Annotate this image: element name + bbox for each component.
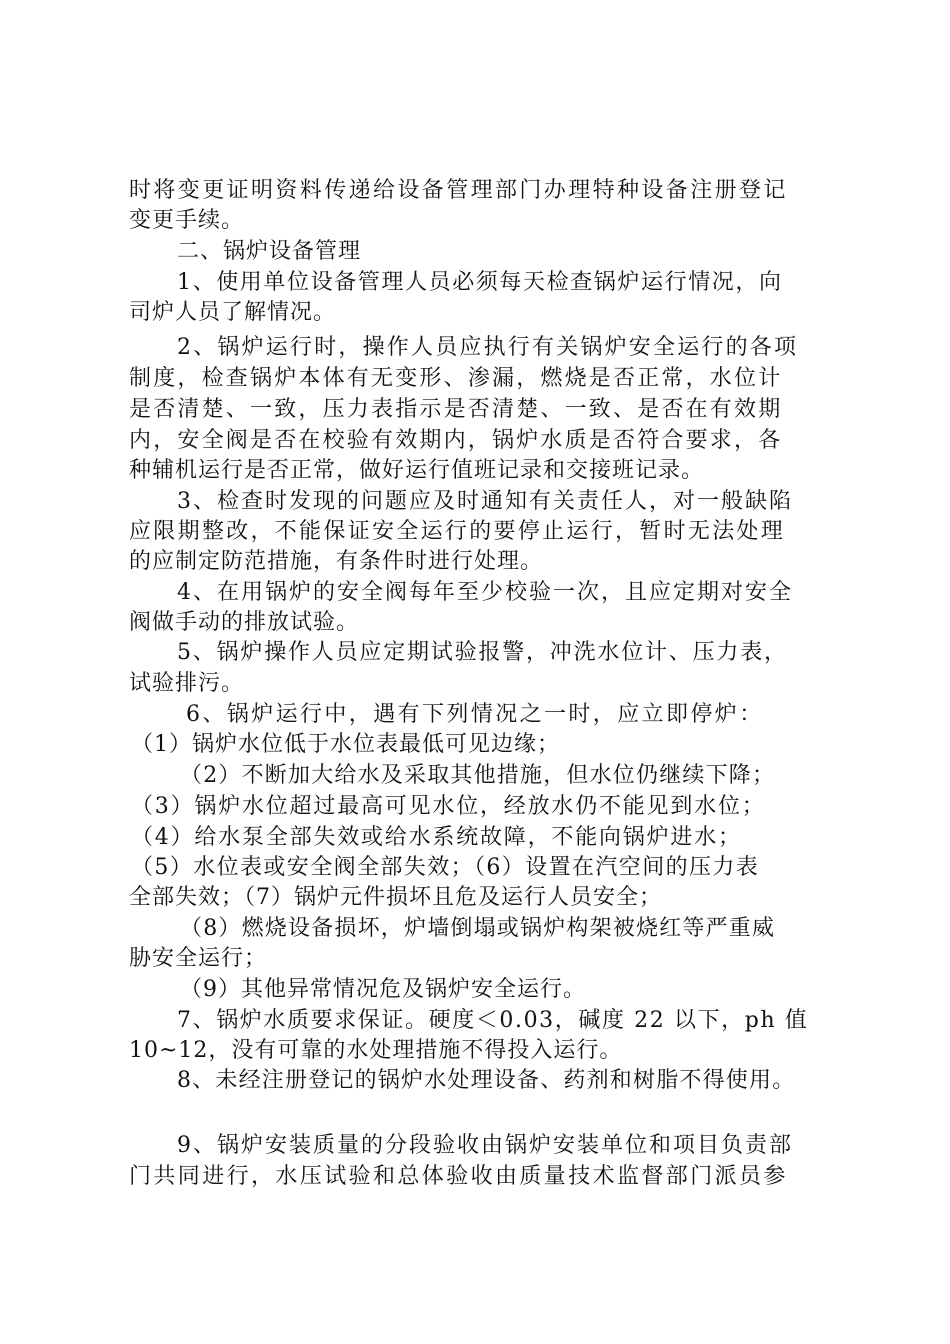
list-item: （5）水位表或安全阀全部失效；（6）设置在汽空间的压力表 (131, 855, 760, 880)
paragraph-line: 4、在用锅炉的安全阀每年至少校验一次，且应定期对安全 (177, 580, 793, 605)
paragraph-line: 的应制定防范措施，有条件时进行处理。 (129, 549, 544, 574)
paragraph-line: 应限期整改，不能保证安全运行的要停止运行，暂时无法处理 (129, 519, 786, 544)
list-item: 胁安全运行； (129, 946, 268, 971)
paragraph-line: 司炉人员了解情况。 (129, 300, 337, 325)
paragraph-line: 1、使用单位设备管理人员必须每天检查锅炉运行情况，向 (177, 270, 783, 295)
paragraph-line: 试验排污。 (129, 671, 245, 696)
list-item: （9）其他异常情况危及锅炉安全运行。 (180, 977, 586, 1002)
paragraph-line: 3、检查时发现的问题应及时通知有关责任人，对一般缺陷 (177, 489, 793, 514)
paragraph-line: 时将变更证明资料传递给设备管理部门办理特种设备注册登记 (129, 178, 788, 203)
paragraph-line: 制度，检查锅炉本体有无变形、渗漏，燃烧是否正常，水位计 (129, 366, 783, 391)
paragraph-line: 8、未经注册登记的锅炉水处理设备、药剂和树脂不得使用。 (177, 1068, 796, 1093)
list-item: （1）锅炉水位低于水位表最低可见边缘； (131, 732, 560, 757)
list-item: （2）不断加大给水及采取其他措施，但水位仍继续下降； (180, 763, 776, 788)
list-item: （8）燃烧设备损坏，炉墙倒塌或锅炉构架被烧红等严重威 (180, 916, 776, 941)
paragraph-line: 阀做手动的排放试验。 (129, 610, 360, 635)
paragraph-line: 5、锅炉操作人员应定期试验报警，冲洗水位计、压力表， (177, 640, 788, 665)
paragraph-line: 6、锅炉运行中，遇有下列情况之一时，应立即停炉： (186, 702, 764, 727)
list-item: （4）给水泵全部失效或给水系统故障，不能向锅炉进水； (131, 825, 742, 850)
paragraph-line: 是否清楚、一致，压力表指示是否清楚、一致、是否在有效期 (129, 397, 783, 422)
paragraph-line: 变更手续。 (129, 208, 245, 233)
paragraph-line: 内，安全阀是否在校验有效期内，锅炉水质是否符合要求，各 (129, 428, 783, 453)
paragraph-line: 2、锅炉运行时，操作人员应执行有关锅炉安全运行的各项 (177, 335, 799, 360)
paragraph-line: 门共同进行，水压试验和总体验收由质量技术监督部门派员参 (129, 1164, 788, 1189)
list-item: 全部失效；（7）锅炉元件损坏且危及运行人员安全； (129, 885, 662, 910)
list-item: （3）锅炉水位超过最高可见水位，经放水仍不能见到水位； (131, 794, 766, 819)
paragraph-line: 种辅机运行是否正常，做好运行值班记录和交接班记录。 (129, 458, 705, 483)
paragraph-line: 7、锅炉水质要求保证。硬度＜0.03，碱度 22 以下，ph 值 (177, 1008, 809, 1033)
section-heading: 二、锅炉设备管理 (177, 239, 362, 264)
paragraph-line: 10~12，没有可靠的水处理措施不得投入运行。 (129, 1038, 623, 1063)
paragraph-line: 9、锅炉安装质量的分段验收由锅炉安装单位和项目负责部 (177, 1133, 793, 1158)
